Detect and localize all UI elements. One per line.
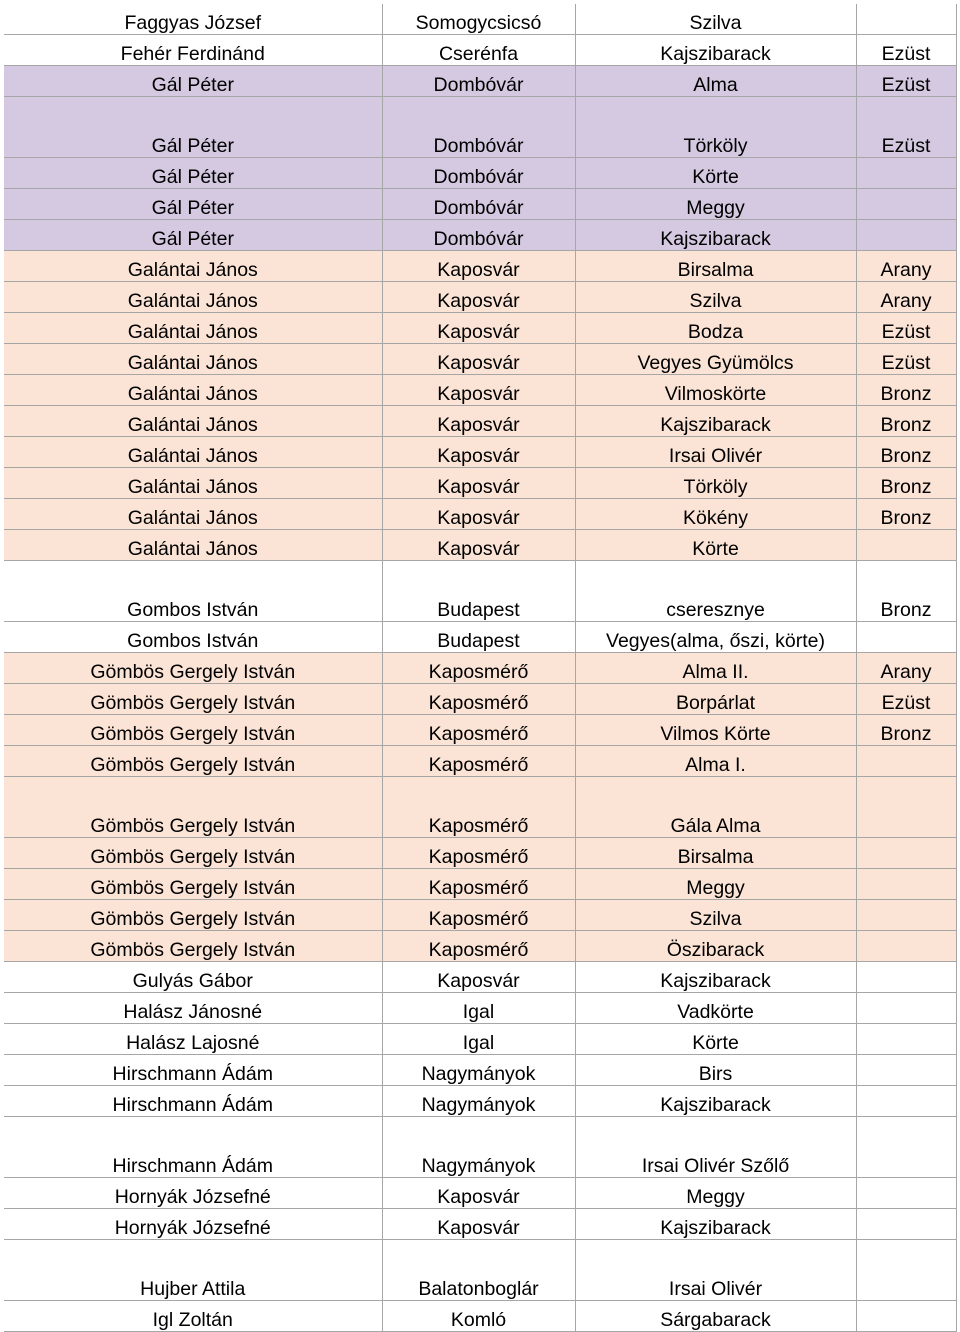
product-cell: Alma II. <box>575 653 856 684</box>
product-cell: Vadkörte <box>575 993 856 1024</box>
product-cell: Szilva <box>575 4 856 35</box>
table-row <box>4 931 956 962</box>
table-row <box>4 468 956 499</box>
award-cell <box>856 931 956 962</box>
city-cell: Komló <box>382 1301 575 1332</box>
table-row <box>4 838 956 869</box>
city-cell: Kaposvár <box>382 468 575 499</box>
award-cell <box>856 838 956 869</box>
table-row <box>4 158 956 189</box>
results-table <box>4 4 957 1332</box>
city-cell: Kaposmérő <box>382 869 575 900</box>
award-cell <box>856 1209 956 1240</box>
award-cell <box>856 746 956 777</box>
table-row <box>4 35 956 66</box>
producer-name-cell: Gál Péter <box>4 189 382 220</box>
producer-name-cell: Hornyák Józsefné <box>4 1209 382 1240</box>
table-row <box>4 561 956 622</box>
city-cell: Kaposvár <box>382 344 575 375</box>
city-cell: Kaposmérő <box>382 900 575 931</box>
city-cell: Kaposvár <box>382 499 575 530</box>
award-cell <box>856 869 956 900</box>
table-row <box>4 1055 956 1086</box>
producer-name-cell: Galántai János <box>4 530 382 561</box>
table-row <box>4 66 956 97</box>
city-cell: Kaposvár <box>382 375 575 406</box>
city-cell: Budapest <box>382 622 575 653</box>
city-cell: Dombóvár <box>382 220 575 251</box>
city-cell: Dombóvár <box>382 189 575 220</box>
producer-name-cell: Hirschmann Ádám <box>4 1055 382 1086</box>
city-cell: Nagymányok <box>382 1055 575 1086</box>
award-cell <box>856 158 956 189</box>
award-cell <box>856 189 956 220</box>
award-cell <box>856 777 956 838</box>
award-cell: Ezüst <box>856 66 956 97</box>
producer-name-cell: Gömbös Gergely István <box>4 838 382 869</box>
product-cell: Irsai Olivér <box>575 437 856 468</box>
product-cell: Kajszibarack <box>575 962 856 993</box>
award-cell <box>856 962 956 993</box>
table-row <box>4 97 956 158</box>
table-row <box>4 1178 956 1209</box>
table-row <box>4 900 956 931</box>
product-cell: Sárgabarack <box>575 1301 856 1332</box>
producer-name-cell: Halász Lajosné <box>4 1024 382 1055</box>
producer-name-cell: Hujber Attila <box>4 1240 382 1301</box>
product-cell: Öszibarack <box>575 931 856 962</box>
city-cell: Kaposmérő <box>382 715 575 746</box>
table-row <box>4 715 956 746</box>
city-cell: Kaposvár <box>382 406 575 437</box>
product-cell: Kajszibarack <box>575 1209 856 1240</box>
producer-name-cell: Gál Péter <box>4 97 382 158</box>
table-row <box>4 869 956 900</box>
producer-name-cell: Gömbös Gergely István <box>4 900 382 931</box>
city-cell: Kaposmérő <box>382 777 575 838</box>
product-cell: Meggy <box>575 869 856 900</box>
product-cell: Törköly <box>575 468 856 499</box>
producer-name-cell: Gulyás Gábor <box>4 962 382 993</box>
award-cell <box>856 530 956 561</box>
producer-name-cell: Galántai János <box>4 313 382 344</box>
table-row <box>4 1117 956 1178</box>
city-cell: Kaposvár <box>382 282 575 313</box>
table-row <box>4 622 956 653</box>
city-cell: Somogycsicsó <box>382 4 575 35</box>
table-row <box>4 499 956 530</box>
producer-name-cell: Galántai János <box>4 344 382 375</box>
product-cell: Alma <box>575 66 856 97</box>
producer-name-cell: Gömbös Gergely István <box>4 869 382 900</box>
results-table-body <box>4 4 956 1332</box>
award-cell: Bronz <box>856 561 956 622</box>
product-cell: Birsalma <box>575 838 856 869</box>
award-cell: Arany <box>856 653 956 684</box>
product-cell: Meggy <box>575 1178 856 1209</box>
producer-name-cell: Gál Péter <box>4 220 382 251</box>
table-row <box>4 220 956 251</box>
award-cell <box>856 1055 956 1086</box>
producer-name-cell: Gál Péter <box>4 66 382 97</box>
product-cell: cseresznye <box>575 561 856 622</box>
city-cell: Dombóvár <box>382 158 575 189</box>
product-cell: Körte <box>575 530 856 561</box>
producer-name-cell: Igl Zoltán <box>4 1301 382 1332</box>
producer-name-cell: Halász Jánosné <box>4 993 382 1024</box>
table-row <box>4 282 956 313</box>
award-cell <box>856 1240 956 1301</box>
table-row <box>4 1209 956 1240</box>
table-row <box>4 4 956 35</box>
table-row <box>4 251 956 282</box>
product-cell: Körte <box>575 158 856 189</box>
award-cell: Ezüst <box>856 684 956 715</box>
city-cell: Kaposvár <box>382 437 575 468</box>
product-cell: Borpárlat <box>575 684 856 715</box>
producer-name-cell: Gömbös Gergely István <box>4 931 382 962</box>
city-cell: Kaposmérő <box>382 684 575 715</box>
award-cell: Ezüst <box>856 97 956 158</box>
award-cell <box>856 1086 956 1117</box>
city-cell: Kaposvár <box>382 313 575 344</box>
producer-name-cell: Gömbös Gergely István <box>4 684 382 715</box>
product-cell: Kajszibarack <box>575 406 856 437</box>
product-cell: Törköly <box>575 97 856 158</box>
table-row <box>4 962 956 993</box>
award-cell <box>856 1117 956 1178</box>
producer-name-cell: Galántai János <box>4 282 382 313</box>
producer-name-cell: Fehér Ferdinánd <box>4 35 382 66</box>
city-cell: Kaposvár <box>382 530 575 561</box>
product-cell: Vilmoskörte <box>575 375 856 406</box>
city-cell: Igal <box>382 1024 575 1055</box>
producer-name-cell: Galántai János <box>4 406 382 437</box>
table-row <box>4 313 956 344</box>
award-cell: Arany <box>856 282 956 313</box>
product-cell: Kökény <box>575 499 856 530</box>
table-row <box>4 1086 956 1117</box>
table-row <box>4 375 956 406</box>
award-cell: Bronz <box>856 468 956 499</box>
city-cell: Kaposvár <box>382 962 575 993</box>
city-cell: Nagymányok <box>382 1086 575 1117</box>
table-row <box>4 437 956 468</box>
city-cell: Kaposvár <box>382 1178 575 1209</box>
city-cell: Kaposmérő <box>382 931 575 962</box>
producer-name-cell: Hornyák Józsefné <box>4 1178 382 1209</box>
award-cell <box>856 220 956 251</box>
producer-name-cell: Gömbös Gergely István <box>4 653 382 684</box>
city-cell: Kaposmérő <box>382 746 575 777</box>
table-row <box>4 1024 956 1055</box>
table-row <box>4 993 956 1024</box>
producer-name-cell: Galántai János <box>4 468 382 499</box>
city-cell: Kaposvár <box>382 251 575 282</box>
product-cell: Kajszibarack <box>575 1086 856 1117</box>
table-row <box>4 653 956 684</box>
award-cell <box>856 1178 956 1209</box>
product-cell: Bodza <box>575 313 856 344</box>
table-row <box>4 530 956 561</box>
table-row <box>4 406 956 437</box>
table-row <box>4 1240 956 1301</box>
product-cell: Kajszibarack <box>575 35 856 66</box>
award-cell <box>856 900 956 931</box>
product-cell: Gála Alma <box>575 777 856 838</box>
award-cell: Arany <box>856 251 956 282</box>
table-row <box>4 189 956 220</box>
table-row <box>4 684 956 715</box>
product-cell: Vegyes(alma, őszi, körte) <box>575 622 856 653</box>
award-cell: Bronz <box>856 715 956 746</box>
producer-name-cell: Faggyas József <box>4 4 382 35</box>
award-cell <box>856 622 956 653</box>
award-cell: Bronz <box>856 406 956 437</box>
producer-name-cell: Gál Péter <box>4 158 382 189</box>
product-cell: Irsai Olivér Szőlő <box>575 1117 856 1178</box>
award-cell <box>856 1024 956 1055</box>
city-cell: Dombóvár <box>382 66 575 97</box>
producer-name-cell: Gömbös Gergely István <box>4 777 382 838</box>
award-cell: Bronz <box>856 375 956 406</box>
product-cell: Szilva <box>575 282 856 313</box>
award-cell <box>856 993 956 1024</box>
producer-name-cell: Galántai János <box>4 437 382 468</box>
product-cell: Meggy <box>575 189 856 220</box>
city-cell: Balatonboglár <box>382 1240 575 1301</box>
table-row <box>4 344 956 375</box>
product-cell: Körte <box>575 1024 856 1055</box>
producer-name-cell: Galántai János <box>4 251 382 282</box>
city-cell: Cserénfa <box>382 35 575 66</box>
award-cell: Bronz <box>856 437 956 468</box>
product-cell: Vegyes Gyümölcs <box>575 344 856 375</box>
product-cell: Alma I. <box>575 746 856 777</box>
city-cell: Kaposmérő <box>382 653 575 684</box>
producer-name-cell: Galántai János <box>4 499 382 530</box>
producer-name-cell: Hirschmann Ádám <box>4 1086 382 1117</box>
city-cell: Igal <box>382 993 575 1024</box>
producer-name-cell: Galántai János <box>4 375 382 406</box>
award-cell: Ezüst <box>856 313 956 344</box>
product-cell: Birs <box>575 1055 856 1086</box>
city-cell: Dombóvár <box>382 97 575 158</box>
product-cell: Szilva <box>575 900 856 931</box>
producer-name-cell: Gömbös Gergely István <box>4 746 382 777</box>
product-cell: Kajszibarack <box>575 220 856 251</box>
city-cell: Budapest <box>382 561 575 622</box>
table-row <box>4 1301 956 1332</box>
producer-name-cell: Hirschmann Ádám <box>4 1117 382 1178</box>
award-cell: Bronz <box>856 499 956 530</box>
producer-name-cell: Gombos István <box>4 561 382 622</box>
table-row <box>4 777 956 838</box>
product-cell: Vilmos Körte <box>575 715 856 746</box>
city-cell: Kaposvár <box>382 1209 575 1240</box>
city-cell: Nagymányok <box>382 1117 575 1178</box>
product-cell: Irsai Olivér <box>575 1240 856 1301</box>
product-cell: Birsalma <box>575 251 856 282</box>
table-row <box>4 746 956 777</box>
award-cell <box>856 4 956 35</box>
city-cell: Kaposmérő <box>382 838 575 869</box>
producer-name-cell: Gömbös Gergely István <box>4 715 382 746</box>
award-cell <box>856 1301 956 1332</box>
award-cell: Ezüst <box>856 35 956 66</box>
producer-name-cell: Gombos István <box>4 622 382 653</box>
award-cell: Ezüst <box>856 344 956 375</box>
